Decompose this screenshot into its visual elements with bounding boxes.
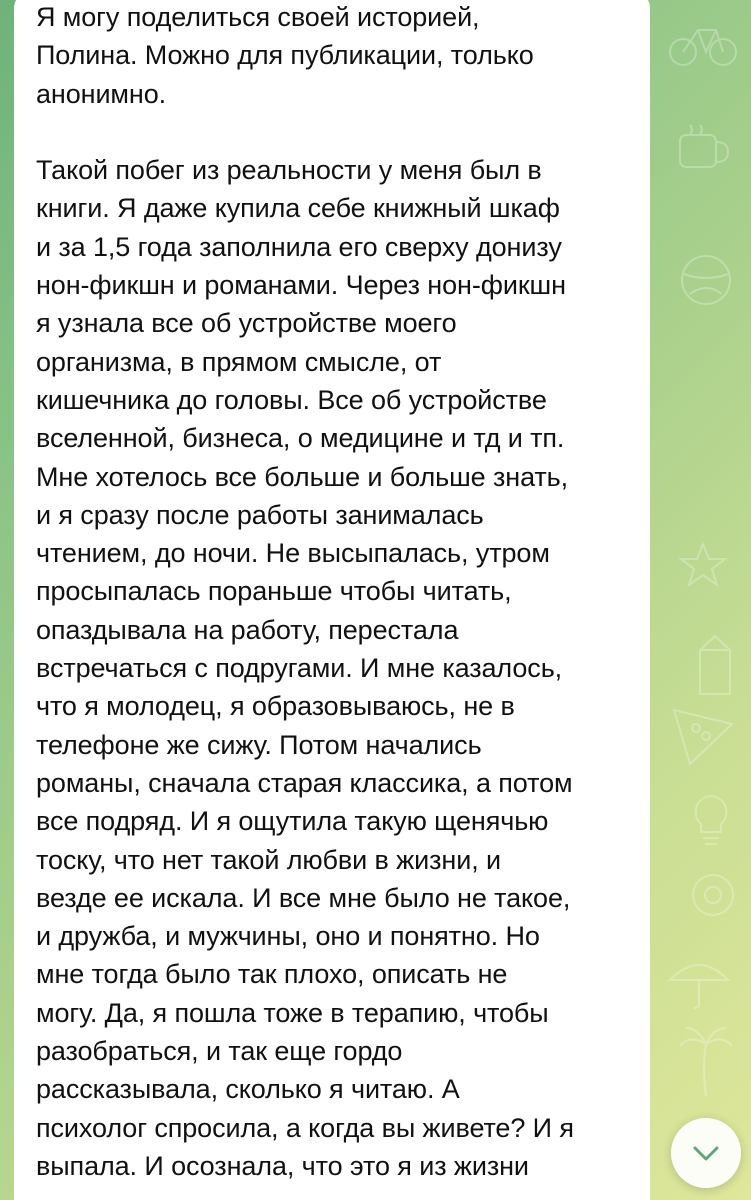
lightbulb-doodle-icon [686,790,736,850]
umbrella-doodle-icon [664,950,734,1010]
coffee-cup-doodle-icon [672,120,732,180]
message-text: Я могу поделиться своей историей, Полина. Можно для публикации, только анонимно. Такой побег из реальности у меня был в книги. Я даже купила себе книжный шкаф и за 1,5 года заполнила его сверху донизу нон-фикшн и романами. Через нон-фикшн я узнала все об устройстве моего организма, в прямом смысле, от кишечника до головы. Все об устройстве вселенной, бизнеса, о медицине и тд и тп. Мне хотелось все больше и больше знать, и я сразу после работы занималась чтением, до ночи. Не высыпалась, утром просыпалась пораньше чтобы читать, опаздывала на работу, перестала встречаться с подругами. И мне казалось, что я молодец, я образовываюсь, не в телефоне же сижу. Потом начались романы, сначала старая классика, а потом все подряд. И я ощутила такую щенячью тоску, что нет такой любви в жизни, и везде ее искала. И все мне было не такое, и дружба, и мужчины, оно и понятно. Но мне тогда было так плохо, описать не могу. Да, я пошла тоже в терапию, чтобы разобраться, и так еще гордо рассказывала, сколько я читаю. А психолог спросила, а когда вы живете? И я выпала. И осознала, что это я из жизни [36,2,574,1181]
pizza-doodle-icon [668,700,738,770]
ball-doodle-icon [676,250,736,310]
message-bubble [14,0,650,1200]
billiard-ball-doodle-icon [688,870,738,920]
milk-carton-doodle-icon [690,630,740,700]
bicycle-doodle-icon [668,10,738,70]
scroll-down-button[interactable] [671,1118,741,1188]
palm-tree-doodle-icon [676,1020,736,1100]
chevron-down-icon [689,1136,723,1170]
star-doodle-icon [678,540,728,590]
